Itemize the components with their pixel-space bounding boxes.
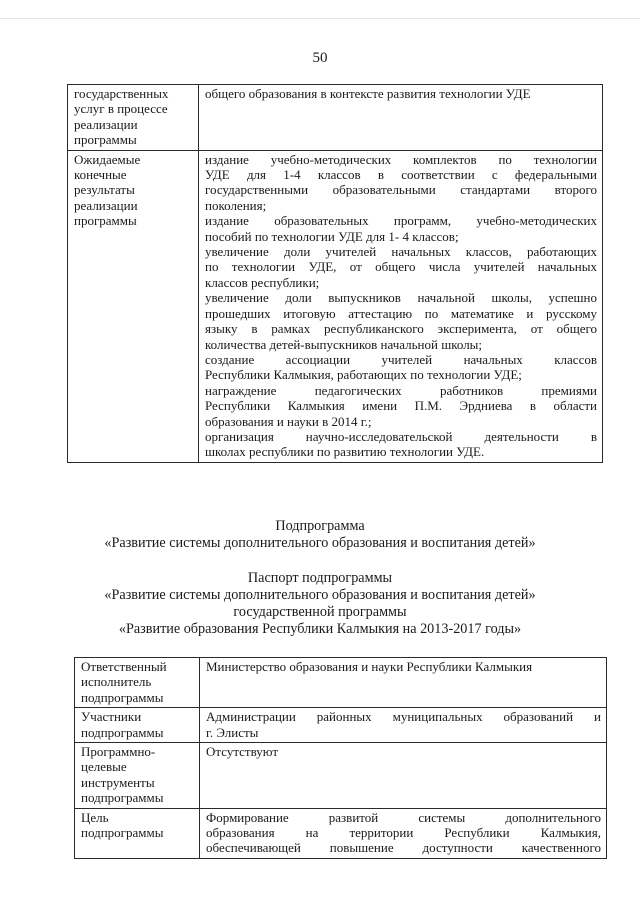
heading-line: «Развитие системы дополнительного образования и воспитания детей» — [104, 587, 536, 603]
row-value-line: Отсутствуют — [206, 744, 279, 760]
row-label-line: подпрограммы — [81, 825, 164, 841]
row-value-line: обеспечивающей повышение доступности качественного — [206, 840, 601, 856]
heading-line: «Развитие образования Республики Калмыкия на 2013-2017 годы» — [118, 621, 522, 637]
row-label-line: реализации — [74, 197, 138, 213]
row-label-line: целевые — [81, 759, 127, 775]
row-value — [200, 708, 607, 743]
table-row — [68, 85, 603, 151]
row-value-line: прошедших итоговую аттестацию по математике и русскому — [205, 305, 597, 321]
row-label-line: подпрограммы — [81, 689, 164, 705]
row-label-line: инструменты — [81, 774, 155, 790]
row-value-line: общего образования в контексте развития технологии УДЕ — [205, 86, 531, 101]
row-label-line: программы — [74, 213, 137, 229]
subprogram-heading — [0, 518, 640, 552]
row-value — [199, 150, 603, 462]
row-value-line: издание образовательных программ, учебно-методических — [205, 213, 597, 229]
row-value — [200, 808, 607, 858]
row-value-line: Администрации районных муниципальных образований и — [206, 709, 601, 725]
row-label-line: Цель — [81, 809, 109, 825]
scan-top-edge — [0, 18, 640, 19]
row-value — [200, 658, 607, 708]
row-value-line: Министерство образования и науки Республики Калмыкия — [206, 659, 533, 674]
row-label-line: подпрограммы — [81, 724, 164, 740]
page-number: 50 — [312, 50, 328, 66]
row-value — [200, 743, 607, 809]
row-label — [75, 743, 200, 809]
row-label — [75, 658, 200, 708]
row-value-line: количества детей-выпускников начальной школы; — [205, 336, 483, 352]
row-label-line: реализации — [74, 116, 138, 132]
heading-line: «Развитие системы дополнительного образования и воспитания детей» — [104, 535, 536, 551]
heading-line: государственной программы — [233, 604, 407, 620]
row-value — [199, 85, 603, 151]
table-row — [75, 658, 607, 708]
row-label — [75, 708, 200, 743]
row-value-line: Республики Калмыкия, работающих по технологии УДЕ; — [205, 367, 522, 383]
row-label-line: исполнитель — [81, 674, 152, 690]
row-value-line: Формирование развитой системы дополнительного — [206, 809, 601, 825]
table-row — [75, 708, 607, 743]
row-label-line: Участники — [81, 709, 142, 725]
row-value-line: школах республики по развитию технологии УДЕ. — [205, 444, 485, 460]
row-value-line: УДЕ для 1-4 классов в соответствии с федеральными — [205, 167, 597, 183]
row-label-line: результаты — [74, 182, 135, 198]
row-value-line: увеличение доли выпускников начальной школы, успешно — [205, 290, 597, 306]
passport-table — [74, 657, 607, 859]
row-value-line: организация научно-исследовательской деятельности в — [205, 428, 597, 444]
row-value-line: государственными образовательными стандартами второго — [205, 182, 597, 198]
row-label-line: программы — [74, 132, 137, 148]
row-value-line: награждение педагогических работников премиями — [205, 382, 597, 398]
row-label-line: государственных — [74, 86, 169, 101]
row-value-line: Республики Калмыкия имени П.М. Эрдниева в области — [205, 398, 597, 414]
row-value-line: образования и науки в 2014 г.; — [205, 413, 372, 429]
row-value-line: классов республики; — [205, 274, 320, 290]
row-label-line: услуг в процессе — [74, 101, 168, 117]
row-value-line: издание учебно-методических комплектов по технологии — [205, 151, 597, 167]
row-value-line: по технологии УДЕ, от общего числа учителей начальных — [205, 259, 597, 275]
row-value-line: пособий по технологии УДЕ для 1- 4 классов; — [205, 228, 459, 244]
row-label-line: подпрограммы — [81, 790, 164, 806]
row-label — [68, 150, 199, 462]
row-value-line: увеличение доли учителей начальных классов, работающих — [205, 244, 597, 260]
table-row — [75, 743, 607, 809]
table-row — [75, 808, 607, 858]
goals-table — [67, 84, 603, 463]
row-value-line: поколения; — [205, 197, 267, 213]
row-label-line: Ответственный — [81, 659, 167, 674]
passport-heading — [0, 570, 640, 638]
table-row — [68, 150, 603, 462]
row-value-line: г. Элисты — [206, 724, 259, 740]
row-label-line: конечные — [74, 167, 127, 183]
row-value-line: языку в рамках республиканского эксперимента, от общего — [205, 321, 597, 337]
row-value-line: создание ассоциации учителей начальных классов — [205, 351, 597, 367]
row-label-line: Программно- — [81, 744, 156, 760]
row-value-line: образования на территории Республики Калмыкия, — [206, 825, 601, 841]
row-label — [75, 808, 200, 858]
row-label — [68, 85, 199, 151]
row-label-line: Ожидаемые — [74, 151, 141, 167]
heading-line: Паспорт подпрограммы — [247, 570, 393, 586]
heading-line: Подпрограмма — [275, 518, 365, 534]
